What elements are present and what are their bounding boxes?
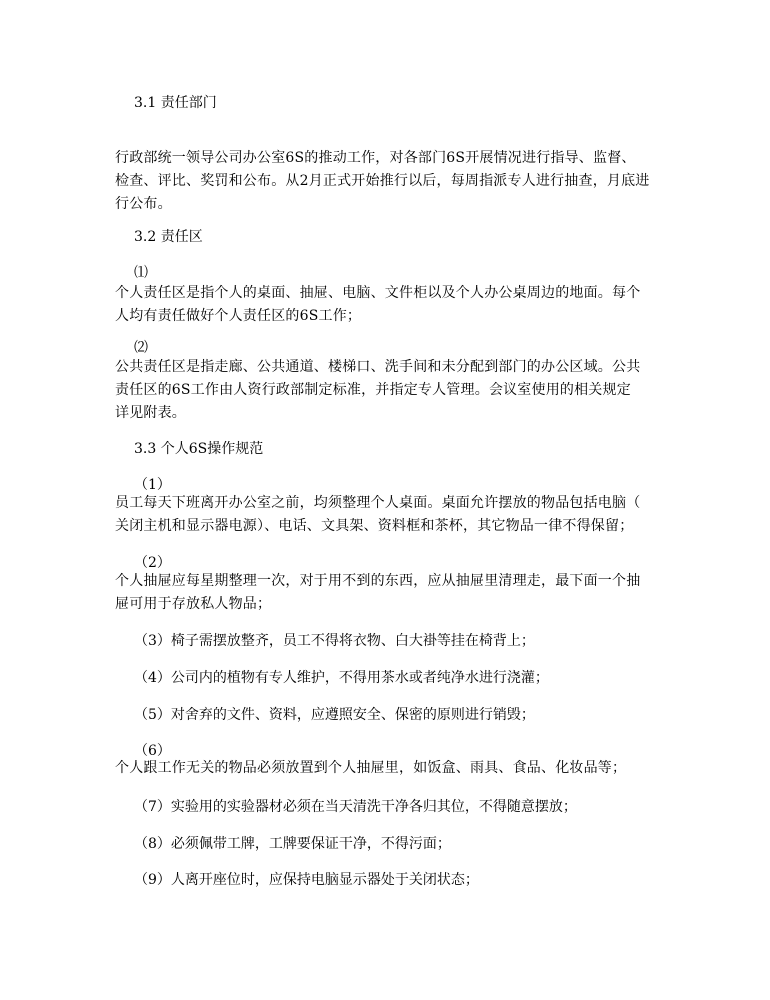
- text-line: 个人跟工作无关的物品必须放置到个人抽屉里，如饭盒、雨具、食品、化妆品等；: [115, 760, 627, 776]
- section-3-1-body: [115, 147, 660, 216]
- text-line: 个人责任区是指个人的桌面、抽屉、电脑、文件柜以及个人办公桌周边的地面。每个: [115, 285, 641, 301]
- section-3-2-item-1: [115, 282, 660, 328]
- text-line: 个人抽屉应每星期整理一次，对于用不到的东西，应从抽屉里清理走，最下面一个抽: [115, 573, 641, 589]
- section-3-3-item-3: （3）椅子需摆放整齐，员工不得将衣物、白大褂等挂在椅背上；: [134, 633, 535, 649]
- text-line: 检查、评比、奖罚和公布。从2月正式开始推行以后，每周指派专人进行抽查，月底进: [115, 173, 650, 189]
- section-3-3-item-2: [115, 570, 660, 616]
- section-3-3-item-7: （7）实验用的实验器材必须在当天清洗干净各归其位，不得随意摆放；: [134, 799, 577, 815]
- section-3-3-item-6: [115, 757, 660, 780]
- item-marker: ⑵: [134, 340, 148, 356]
- text-line: 详见附表。: [115, 405, 186, 421]
- section-3-1-heading: 3.1 责任部门: [134, 95, 217, 111]
- section-3-2-item-2: [115, 356, 660, 425]
- item-marker: （1）: [134, 477, 171, 493]
- text-line: 责任区的6S工作由人资行政部制定标准，并指定专人管理。会议室使用的相关规定: [115, 382, 631, 398]
- text-line: 关闭主机和显示器电源）、电话、文具架、资料框和茶杯，其它物品一律不得保留；: [115, 518, 634, 534]
- section-3-3-item-1: [115, 492, 660, 538]
- section-3-3-item-9: （9）人离开座位时，应保持电脑显示器处于关闭状态；: [134, 872, 479, 888]
- section-3-3-item-4: （4）公司内的植物有专人维护，不得用茶水或者纯净水进行浇灌；: [134, 670, 549, 686]
- item-marker: （6）: [134, 743, 171, 759]
- text-line: 行公布。: [115, 196, 172, 212]
- text-line: 屉可用于存放私人物品；: [115, 596, 272, 612]
- section-3-3-heading: 3.3 个人6S操作规范: [134, 441, 264, 457]
- text-line: 员工每天下班离开办公室之前，均须整理个人桌面。桌面允许摆放的物品包括电脑（: [115, 495, 641, 511]
- section-3-3-item-5: （5）对舍弃的文件、资料，应遵照安全、保密的原则进行销毁；: [134, 707, 535, 723]
- text-line: 公共责任区是指走廊、公共通道、楼梯口、洗手间和未分配到部门的办公区域。公共: [115, 359, 641, 375]
- item-marker: （2）: [134, 555, 171, 571]
- item-marker: ⑴: [134, 265, 148, 281]
- text-line: 人均有责任做好个人责任区的6S工作；: [115, 308, 362, 324]
- section-3-2-heading: 3.2 责任区: [134, 229, 203, 245]
- section-3-3-item-8: （8）必须佩带工牌，工牌要保证干净，不得污面；: [134, 836, 451, 852]
- text-line: 行政部统一领导公司办公室6S的推动工作，对各部门6S开展情况进行指导、监督、: [115, 150, 636, 166]
